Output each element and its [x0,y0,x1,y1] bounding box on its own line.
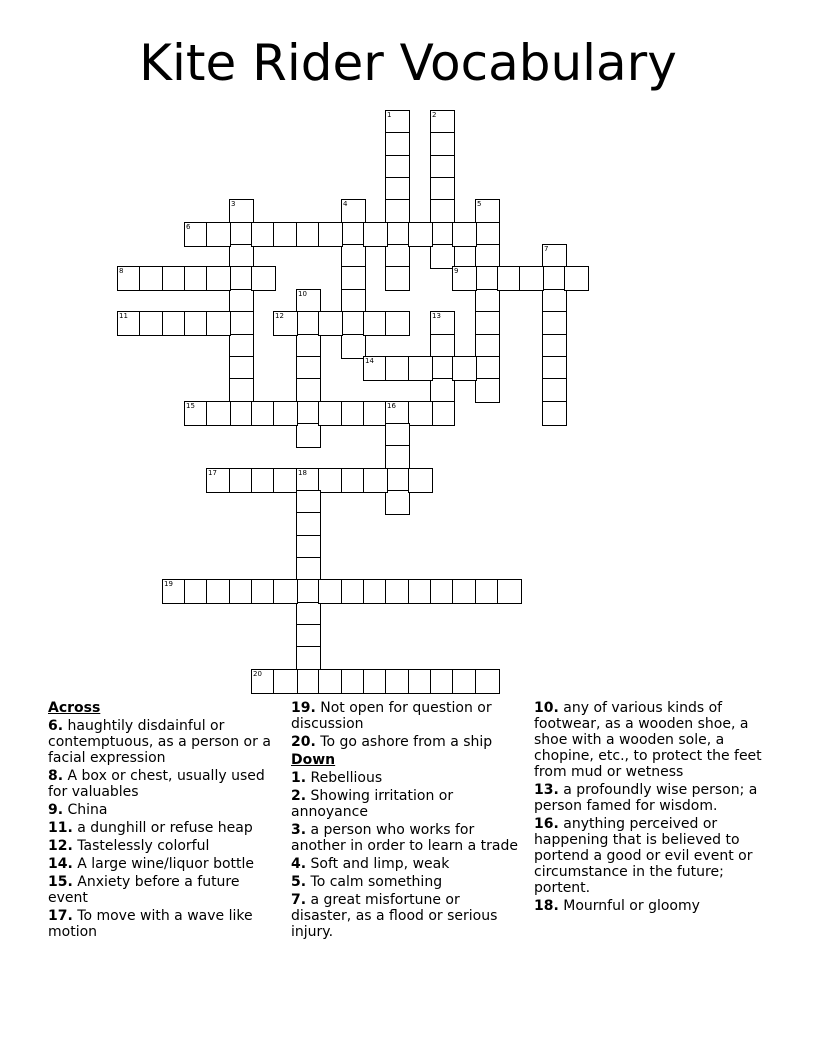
clue-number: 5 [477,200,482,208]
grid-cell[interactable] [296,423,321,448]
clue-number: 19. [291,700,316,716]
grid-cell[interactable] [273,468,298,493]
across-clue [48,856,280,872]
grid-cell[interactable] [408,356,433,381]
grid-cell[interactable] [229,378,254,403]
grid-cell[interactable] [475,199,500,224]
clue-number: 9. [48,802,64,818]
clue-number: 3. [291,822,307,838]
clue-number: 16 [387,402,396,410]
grid-cell[interactable] [385,579,410,604]
clue-text: Rebellious [310,770,383,786]
across-clue [291,700,523,732]
clue-text: To go ashore from a ship [320,734,493,750]
grid-cell[interactable] [273,669,298,694]
clue-number: 7. [291,892,307,908]
clue-number: 6 [186,223,191,231]
clue-number: 4. [291,856,307,872]
grid-cell[interactable] [206,222,231,247]
grid-cell[interactable] [475,669,500,694]
grid-cell[interactable] [430,132,455,157]
clue-number: 16. [534,816,559,832]
grid-cell[interactable] [341,266,366,291]
across-clue [48,838,280,854]
clue-text: anything perceived or happening that is believed to portend a good or evil event or circumstance in the future; portent. [534,816,753,896]
down-clue [291,770,523,786]
grid-cell[interactable] [229,199,254,224]
clue-number: 14 [365,357,374,365]
clue-number: 20. [291,734,316,750]
grid-cell[interactable] [296,512,321,537]
clue-text: a great misfortune or disaster, as a flood or serious injury. [291,892,498,940]
clue-number: 17 [208,469,217,477]
grid-cell[interactable] [318,311,343,336]
down-clue [291,874,523,890]
grid-cell[interactable] [542,378,567,403]
grid-cell[interactable] [385,445,410,470]
grid-cell[interactable] [318,401,343,426]
clue-text: China [67,802,108,818]
clue-number: 10 [298,290,307,298]
clue-number: 8. [48,768,64,784]
across-clue [48,718,280,766]
grid-cell[interactable] [273,222,298,247]
grid-cell[interactable] [139,311,164,336]
grid-cell[interactable] [385,311,410,336]
grid-cell[interactable] [430,401,455,426]
across-clue [291,734,523,750]
clue-text: haughtily disdainful or contemptuous, as a person or a facial expression [48,718,271,766]
clue-number: 15. [48,874,73,890]
down-clue-list-continued [534,700,766,914]
clue-number: 5. [291,874,307,890]
grid-cell[interactable] [452,356,477,381]
clue-number: 13 [432,312,441,320]
clue-number: 1 [387,111,392,119]
clue-number: 1. [291,770,307,786]
clue-number: 3 [231,200,236,208]
clues-column-3 [534,700,766,916]
clue-number: 12 [275,312,284,320]
down-clue [534,700,766,780]
down-clue [291,788,523,820]
down-clue [534,782,766,814]
grid-cell[interactable] [385,199,410,224]
grid-cell[interactable] [229,311,254,336]
grid-cell[interactable] [542,401,567,426]
grid-cell[interactable] [206,468,231,493]
down-clue-list [291,770,523,940]
clue-text: Soft and limp, weak [310,856,450,872]
across-clue-list [48,718,280,940]
clue-number: 12. [48,838,73,854]
grid-cell[interactable] [318,468,343,493]
grid-cell[interactable] [497,579,522,604]
clue-number: 10. [534,700,559,716]
grid-cell[interactable] [273,311,298,336]
clue-number: 15 [186,402,195,410]
clue-number: 18. [534,898,559,914]
clue-number: 20 [253,670,262,678]
down-clue [291,856,523,872]
grid-cell[interactable] [542,311,567,336]
grid-cell[interactable] [296,378,321,403]
down-clue [534,816,766,896]
clue-text: a person who works for another in order to learn a trade [291,822,518,854]
clue-number: 13. [534,782,559,798]
grid-cell[interactable] [430,199,455,224]
across-clue-list-continued [291,700,523,750]
grid-cell[interactable] [452,669,477,694]
grid-cell[interactable] [519,266,544,291]
across-clue [48,820,280,836]
clue-number: 17. [48,908,73,924]
grid-cell[interactable] [408,468,433,493]
grid-cell[interactable] [408,222,433,247]
grid-cell[interactable] [385,132,410,157]
clue-text: a dunghill or refuse heap [77,820,253,836]
clue-number: 11. [48,820,73,836]
clue-text: Tastelessly colorful [77,838,210,854]
clue-text: To move with a wave like motion [48,908,253,940]
clue-number: 18 [298,469,307,477]
clue-text: Showing irritation or annoyance [291,788,454,820]
grid-cell[interactable] [385,669,410,694]
across-clue [48,874,280,906]
clue-text: a profoundly wise person; a person famed for wisdom. [534,782,758,814]
grid-cell[interactable] [452,266,477,291]
clue-number: 2. [291,788,307,804]
clue-text: Anxiety before a future event [48,874,240,906]
grid-cell[interactable] [251,266,276,291]
clue-text: Not open for question or discussion [291,700,492,732]
clue-number: 8 [119,267,124,275]
clue-text: Mournful or gloomy [563,898,700,914]
grid-cell[interactable] [363,222,388,247]
grid-cell[interactable] [273,401,298,426]
across-clue [48,802,280,818]
across-clue [48,768,280,800]
clue-text: any of various kinds of footwear, as a wooden shoe, a shoe with a wooden sole, a chopine, etc., to protect the feet from mud or wetness [534,700,762,780]
grid-cell[interactable] [273,579,298,604]
clue-text: To calm something [310,874,443,890]
grid-cell[interactable] [430,378,455,403]
grid-cell[interactable] [452,222,477,247]
grid-cell[interactable] [385,266,410,291]
clues-column-2 [291,700,523,942]
grid-cell[interactable] [206,266,231,291]
clues-column-1 [48,700,280,942]
across-clue [48,908,280,940]
grid-cell[interactable] [363,468,388,493]
clue-text: A box or chest, usually used for valuables [48,768,265,800]
down-clue [534,898,766,914]
clue-number: 4 [343,200,348,208]
grid-cell[interactable] [139,266,164,291]
page-title: Kite Rider Vocabulary [139,34,677,92]
grid-cell[interactable] [296,646,321,671]
grid-cell[interactable] [452,579,477,604]
down-clue [291,892,523,940]
grid-cell[interactable] [206,401,231,426]
grid-cell[interactable] [475,311,500,336]
grid-cell[interactable] [385,356,410,381]
down-clue [291,822,523,854]
grid-cell[interactable] [206,311,231,336]
down-heading: Down [291,752,336,768]
clue-number: 6. [48,718,64,734]
grid-cell[interactable] [564,266,589,291]
grid-cell[interactable] [206,579,231,604]
across-heading: Across [48,700,101,716]
grid-cell[interactable] [341,199,366,224]
grid-cell[interactable] [408,401,433,426]
clue-number: 7 [544,245,549,253]
clue-number: 14. [48,856,73,872]
clue-number: 9 [454,267,459,275]
grid-cell[interactable] [318,222,343,247]
grid-cell[interactable] [385,490,410,515]
grid-cell[interactable] [318,669,343,694]
clue-text: A large wine/liquor bottle [77,856,255,872]
clue-number: 2 [432,111,437,119]
grid-cell[interactable] [430,311,455,336]
grid-cell[interactable] [475,378,500,403]
clue-number: 11 [119,312,128,320]
clue-number: 19 [164,580,173,588]
grid-cell[interactable] [318,579,343,604]
